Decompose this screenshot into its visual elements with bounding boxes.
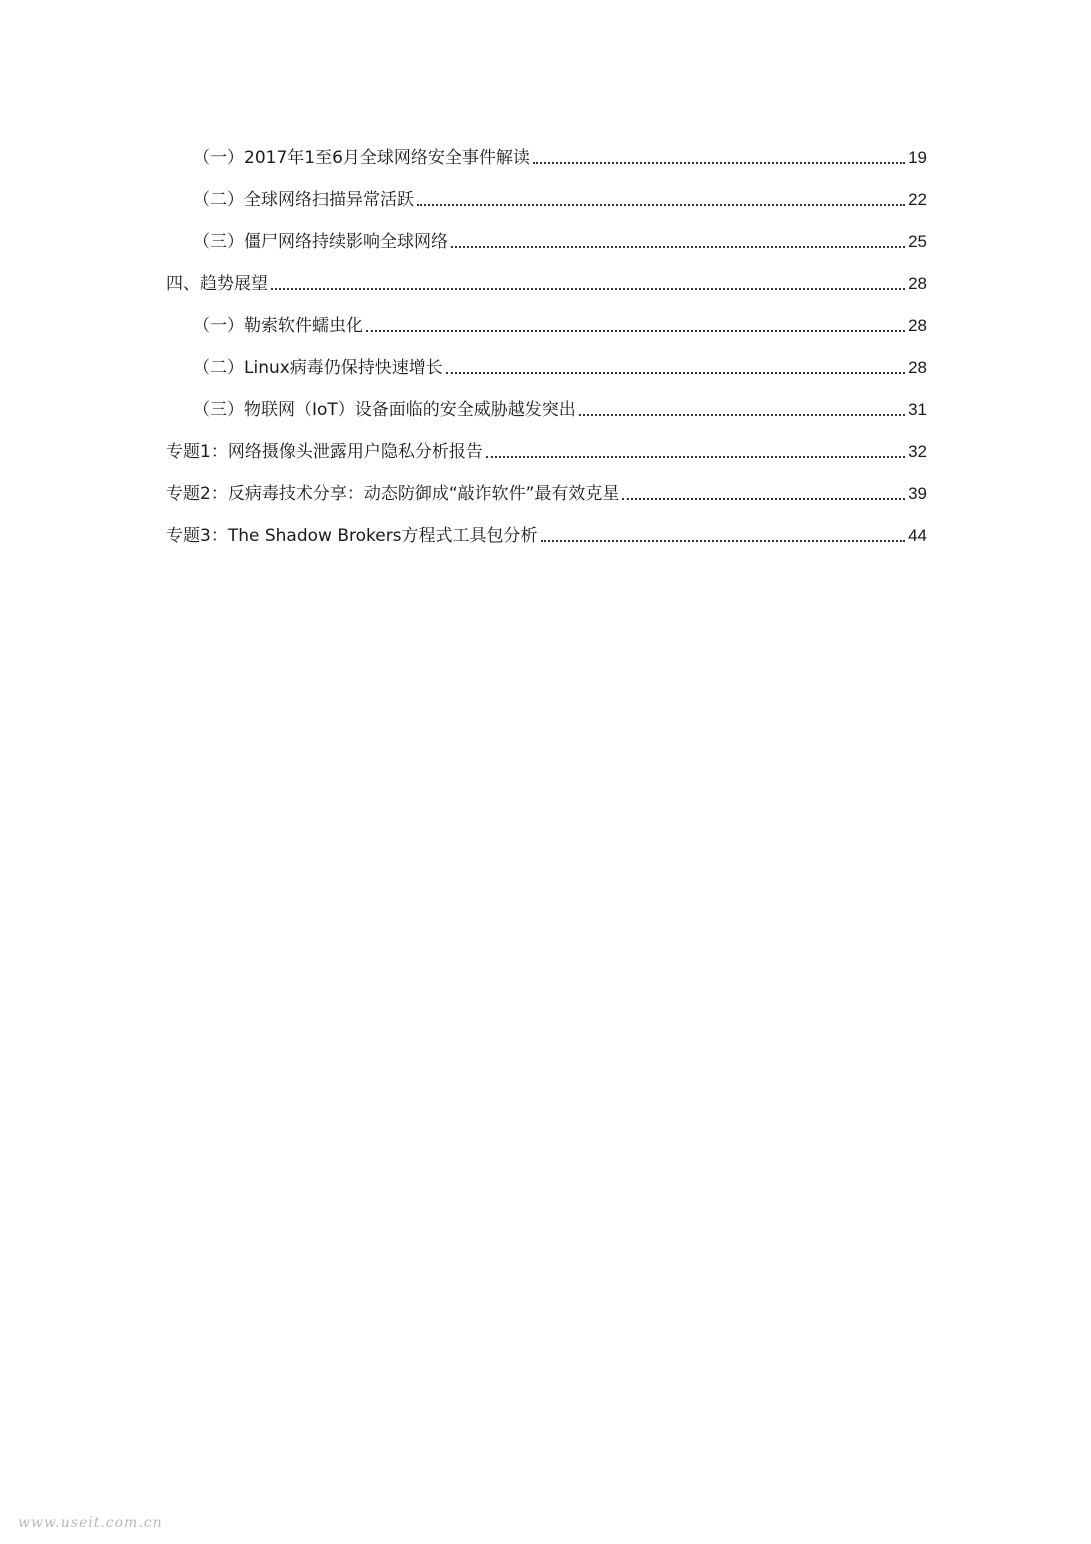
toc-entry-title: （三）物联网（IoT）设备面临的安全威胁越发突出 bbox=[193, 400, 576, 420]
toc-entry[interactable] bbox=[166, 295, 927, 337]
toc-page-number: 28 bbox=[908, 358, 927, 377]
toc-entry[interactable] bbox=[166, 253, 927, 295]
toc-page-number: 22 bbox=[908, 190, 927, 209]
toc-entry-title: （二）Linux病毒仍保持快速增长 bbox=[193, 358, 443, 378]
toc-entry-title: 专题3：The Shadow Brokers方程式工具包分析 bbox=[166, 526, 538, 546]
dot-leader bbox=[622, 498, 905, 500]
toc-entry[interactable] bbox=[166, 463, 927, 505]
toc-entry-title: 四、趋势展望 bbox=[166, 274, 268, 294]
toc-entry-title: （三）僵尸网络持续影响全球网络 bbox=[193, 232, 448, 252]
toc-page-number: 25 bbox=[908, 232, 927, 251]
toc-entry[interactable] bbox=[166, 379, 927, 421]
dot-leader bbox=[451, 246, 905, 248]
toc-entry-title: （一）勒索软件蠕虫化 bbox=[193, 316, 363, 336]
toc-entry[interactable] bbox=[166, 337, 927, 379]
toc-entry[interactable] bbox=[166, 421, 927, 463]
toc-entry-title: 专题2：反病毒技术分享：动态防御成“敲诈软件”最有效克星 bbox=[166, 484, 620, 504]
dot-leader bbox=[446, 372, 905, 374]
dot-leader bbox=[271, 288, 905, 290]
toc-page-number: 39 bbox=[908, 484, 927, 503]
toc-entry[interactable] bbox=[166, 169, 927, 211]
toc-page-number: 28 bbox=[908, 316, 927, 335]
table-of-contents bbox=[166, 127, 927, 547]
toc-page-number: 44 bbox=[908, 526, 927, 545]
toc-entry-title: （一）2017年1至6月全球网络安全事件解读 bbox=[193, 148, 530, 168]
dot-leader bbox=[579, 414, 905, 416]
dot-leader bbox=[486, 456, 905, 458]
toc-entry[interactable] bbox=[166, 211, 927, 253]
dot-leader bbox=[417, 204, 905, 206]
site-watermark: www.useit.com.cn bbox=[18, 1515, 163, 1531]
toc-entry[interactable] bbox=[166, 127, 927, 169]
dot-leader bbox=[366, 330, 905, 332]
toc-entry-title: 专题1：网络摄像头泄露用户隐私分析报告 bbox=[166, 442, 483, 462]
toc-page-number: 31 bbox=[908, 400, 927, 419]
toc-page-number: 32 bbox=[908, 442, 927, 461]
toc-entry-title: （二）全球网络扫描异常活跃 bbox=[193, 190, 414, 210]
toc-page-number: 28 bbox=[908, 274, 927, 293]
toc-entry[interactable] bbox=[166, 505, 927, 547]
toc-page-number: 19 bbox=[908, 148, 927, 167]
dot-leader bbox=[533, 162, 905, 164]
dot-leader bbox=[541, 540, 906, 542]
